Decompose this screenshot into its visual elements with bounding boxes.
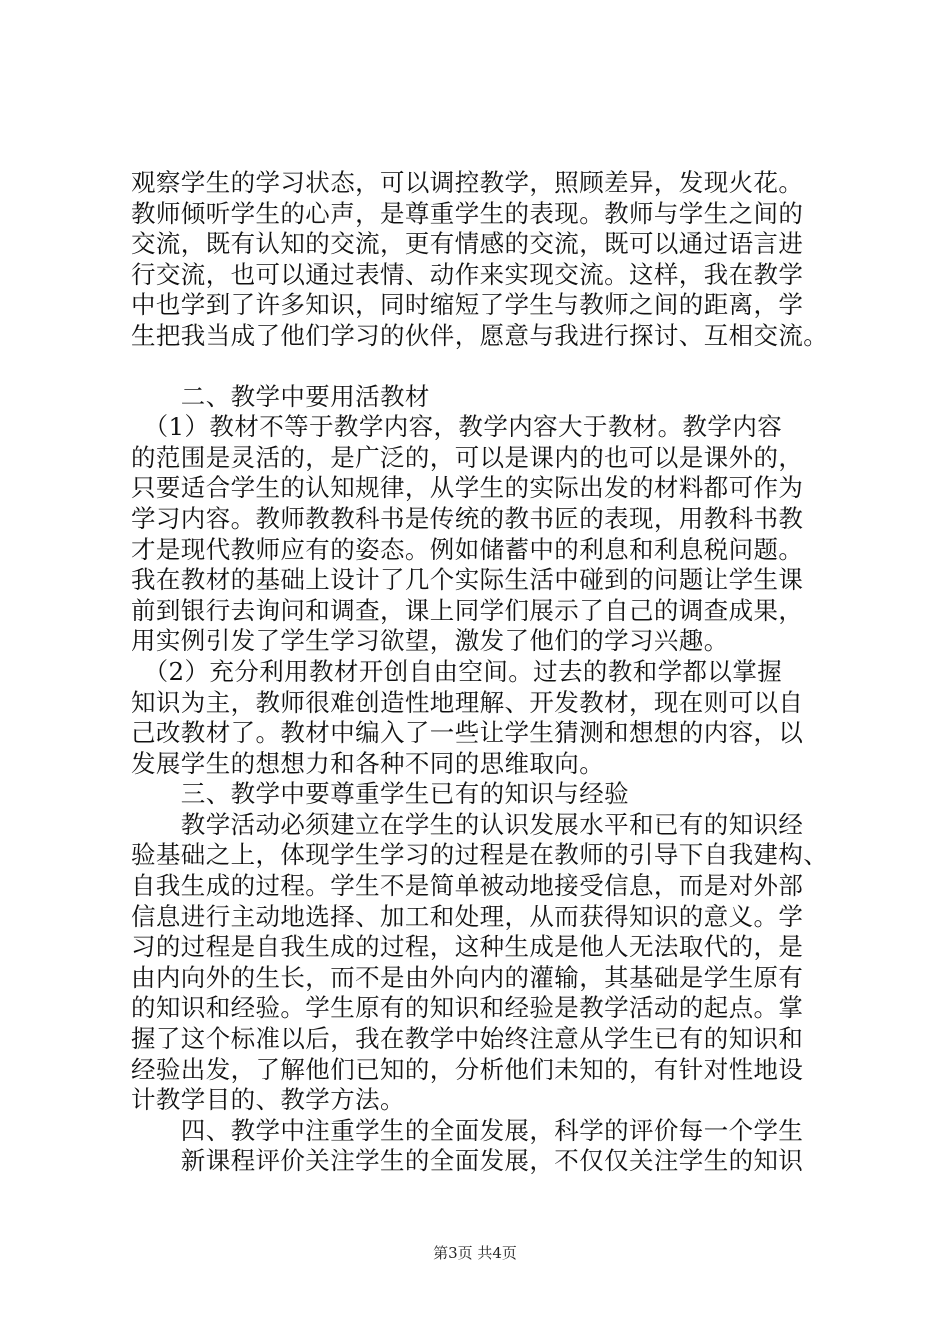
text-line: 只要适合学生的认知规律，从学生的实际出发的材料都可作为 [131, 473, 804, 503]
paragraph-block-1 [131, 168, 831, 352]
text-line: 经验出发，了解他们已知的，分析他们未知的，有针对性地设 [131, 1054, 804, 1084]
text-line: 中也学到了许多知识，同时缩短了学生与教师之间的距离，学 [131, 290, 804, 320]
text-line: 行交流，也可以通过表情、动作来实现交流。这样，我在教学 [131, 259, 804, 289]
text-line: 交流，既有认知的交流，更有情感的交流，既可以通过语言进 [131, 229, 804, 259]
text-line: 自我生成的过程。学生不是简单被动地接受信息，而是对外部 [131, 871, 804, 901]
document-body [131, 168, 831, 1177]
text-line: 计教学目的、教学方法。 [131, 1085, 405, 1115]
text-line: 习的过程是自我生成的过程，这种生成是他人无法取代的，是 [131, 932, 804, 962]
text-line: 观察学生的学习状态，可以调控教学，照顾差异，发现火花。 [131, 168, 804, 197]
text-line: 的知识和经验。学生原有的知识和经验是教学活动的起点。掌 [131, 993, 804, 1023]
text-line: 己改教材了。教材中编入了一些让学生猜测和想想的内容，以 [131, 718, 804, 748]
page-footer [0, 1242, 950, 1263]
text-line: 知识为主，教师很难创造性地理解、开发教材，现在则可以自 [131, 687, 804, 717]
text-line: 由内向外的生长，而不是由外向内的灌输，其基础是学生原有 [131, 962, 804, 992]
paragraph-block-2 [131, 382, 831, 1177]
text-line: （1）教材不等于教学内容，教学内容大于教材。教学内容 [131, 412, 783, 442]
page-number-label: 第3页 共4页 [433, 1244, 517, 1262]
text-line: 用实例引发了学生学习欲望，激发了他们的学习兴趣。 [131, 626, 729, 656]
text-line: 握了这个标准以后，我在教学中始终注意从学生已有的知识和 [131, 1024, 804, 1054]
section-heading: 四、教学中注重学生的全面发展，科学的评价每一个学生 [131, 1115, 804, 1145]
paragraph-spacer [131, 352, 831, 382]
text-line: （2）充分利用教材开创自由空间。过去的教和学都以掌握 [131, 656, 783, 686]
text-line: 学习内容。教师教教科书是传统的教书匠的表现，用教科书教 [131, 503, 804, 533]
text-line: 教师倾听学生的心声，是尊重学生的表现。教师与学生之间的 [131, 198, 804, 228]
text-line: 生把我当成了他们学习的伙伴，愿意与我进行探讨、互相交流。 [131, 320, 829, 350]
section-heading: 三、教学中要尊重学生已有的知识与经验 [131, 779, 629, 809]
text-line: 前到银行去询问和调查，课上同学们展示了自己的调查成果， [131, 595, 804, 625]
text-line: 新课程评价关注学生的全面发展，不仅仅关注学生的知识 [131, 1146, 804, 1176]
text-line: 发展学生的想想力和各种不同的思维取向。 [131, 748, 605, 778]
text-line: 教学活动必须建立在学生的认识发展水平和已有的知识经 [131, 809, 804, 839]
section-heading: 二、教学中要用活教材 [131, 381, 430, 411]
text-line: 验基础之上，体现学生学习的过程是在教师的引导下自我建构、 [131, 840, 829, 870]
text-line: 才是现代教师应有的姿态。例如储蓄中的利息和利息税问题。 [131, 534, 804, 564]
text-line: 信息进行主动地选择、加工和处理，从而获得知识的意义。学 [131, 901, 804, 931]
text-line: 的范围是灵活的，是广泛的，可以是课内的也可以是课外的， [131, 442, 804, 472]
text-line: 我在教材的基础上设计了几个实际生活中碰到的问题让学生课 [131, 565, 804, 595]
